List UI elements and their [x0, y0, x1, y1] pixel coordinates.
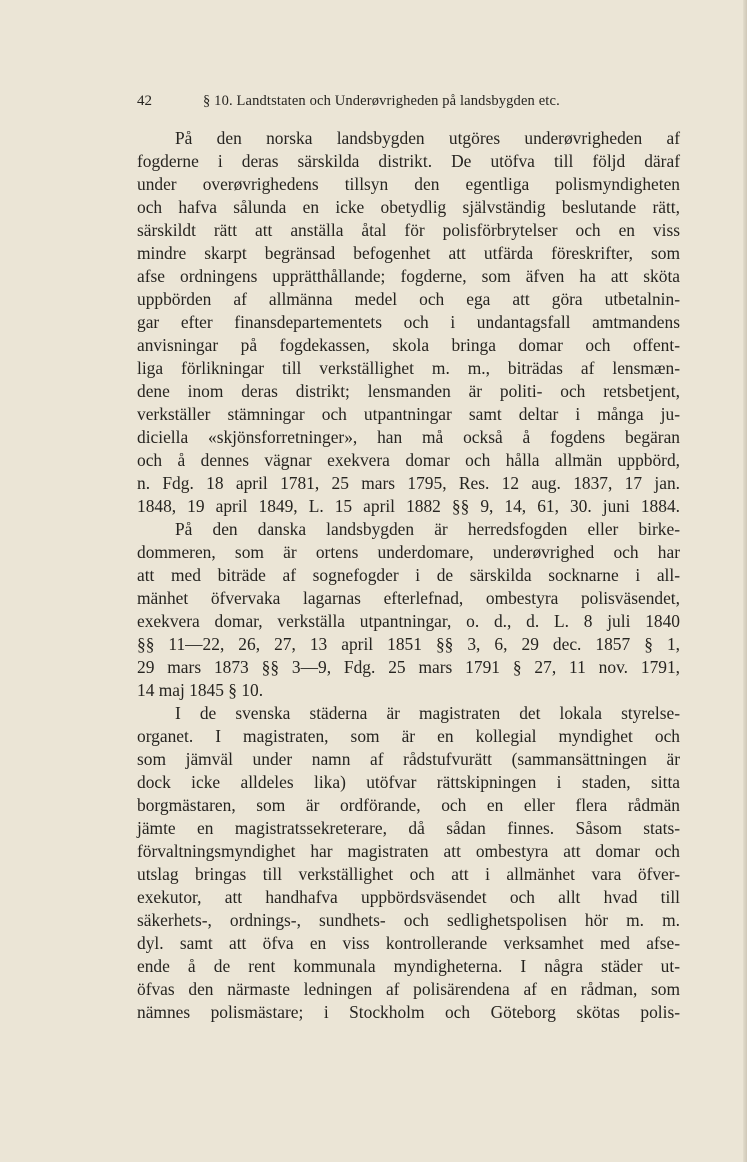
text-line: uppbörden af allmänna medel och ega att göra utbetalnin- [137, 289, 680, 309]
text-line: På den danska landsbygden är herredsfogden eller birke- [175, 519, 680, 539]
text-line: öfvas den närmaste ledningen af polisärendena af en rådman, som [137, 979, 680, 999]
text-line: På den norska landsbygden utgöres underøvrigheden af [175, 128, 680, 148]
text-line: ende å de rent kommunala myndigheterna. I några städer ut- [137, 956, 680, 976]
text-line: och hafva sålunda en icke obetydlig självständig beslutande rätt, [137, 197, 680, 217]
page-number: 42 [137, 93, 152, 109]
text-line: mänhet öfvervaka lagarnas efterlefnad, ombestyra polisväsendet, [137, 588, 680, 608]
text-line: utslag bringas till verkställighet och att i allmänhet vara öfver- [137, 864, 680, 884]
text-line: verkställer stämningar och utpantningar samt deltar i många ju- [137, 404, 680, 424]
text-line: exekutor, att handhafva uppbördsväsendet och allt hvad till [137, 887, 680, 907]
text-line: att med biträde af sognefogder i de särskilda socknarne i all- [137, 565, 680, 585]
text-line: 29 mars 1873 §§ 3—9, Fdg. 25 mars 1791 § 27, 11 nov. 1791, [137, 657, 680, 677]
text-line: exekvera domar, verkställa utpantningar, o. d., d. L. 8 juli 1840 [137, 611, 680, 631]
text-line: fogderne i deras särskilda distrikt. De utöfva till följd däraf [137, 151, 680, 171]
text-line: särskildt rätt att anställa åtal för polisförbrytelser och en viss [137, 220, 680, 240]
text-line: dyl. samt att öfva en viss kontrollerande verksamhet med afse- [137, 933, 680, 953]
text-line: n. Fdg. 18 april 1781, 25 mars 1795, Res. 12 aug. 1837, 17 jan. [137, 473, 680, 493]
text-line: jämte en magistratssekreterare, då sådan finnes. Såsom stats- [137, 818, 680, 838]
text-line: dock icke alldeles lika) utöfvar rättskipningen i staden, sitta [137, 772, 680, 792]
page-header [137, 89, 683, 113]
text-line: organet. I magistraten, som är en kollegial myndighet och [137, 726, 680, 746]
text-line: 14 maj 1845 § 10. [137, 680, 264, 700]
text-line: mindre skarpt begränsad befogenhet att utfärda föreskrifter, som [137, 243, 680, 263]
text-line: anvisningar på fogdekassen, skola bringa domar och offent- [137, 335, 680, 355]
text-line: under overøvrighedens tillsyn den egentliga polismyndigheten [137, 174, 680, 194]
text-line: §§ 11—22, 26, 27, 13 april 1851 §§ 3, 6, 29 dec. 1857 § 1, [137, 634, 680, 654]
text-line: diciella «skjönsforretninger», han må också å fogdens begäran [137, 427, 680, 447]
text-line: förvaltningsmyndighet har magistraten att ombestyra att domar och [137, 841, 680, 861]
text-line: I de svenska städerna är magistraten det lokala styrelse- [175, 703, 680, 723]
text-line: som jämväl under namn af rådstufvurätt (sammansättningen är [137, 749, 680, 769]
text-line: nämnes polismästare; i Stockholm och Göteborg skötas polis- [137, 1002, 680, 1022]
text-line: afse ordningens upprätthållande; fogderne, som äfven ha att sköta [137, 266, 680, 286]
text-line: borgmästaren, som är ordförande, och en eller flera rådmän [137, 795, 680, 815]
text-line: 1848, 19 april 1849, L. 15 april 1882 §§ 9, 14, 61, 30. juni 1884. [137, 496, 680, 516]
text-line: dene inom deras distrikt; lensmanden är politi- och retsbetjent, [137, 381, 680, 401]
text-line: säkerhets-, ordnings-, sundhets- och sedlighetspolisen hör m. m. [137, 910, 680, 930]
text-line: gar efter finansdepartementets och i undantagsfall amtmandens [137, 312, 680, 332]
text-line: och å dennes vägnar exekvera domar och hålla allmän uppbörd, [137, 450, 680, 470]
running-head: § 10. Landtstaten och Underøvrigheden på landsbygden etc. [203, 93, 560, 109]
text-line: dommeren, som är ortens underdomare, underøvrighed och har [137, 542, 680, 562]
text-line: liga förlikningar till verkställighet m. m., biträdas af lensmæn- [137, 358, 680, 378]
page-edge [743, 0, 747, 1162]
